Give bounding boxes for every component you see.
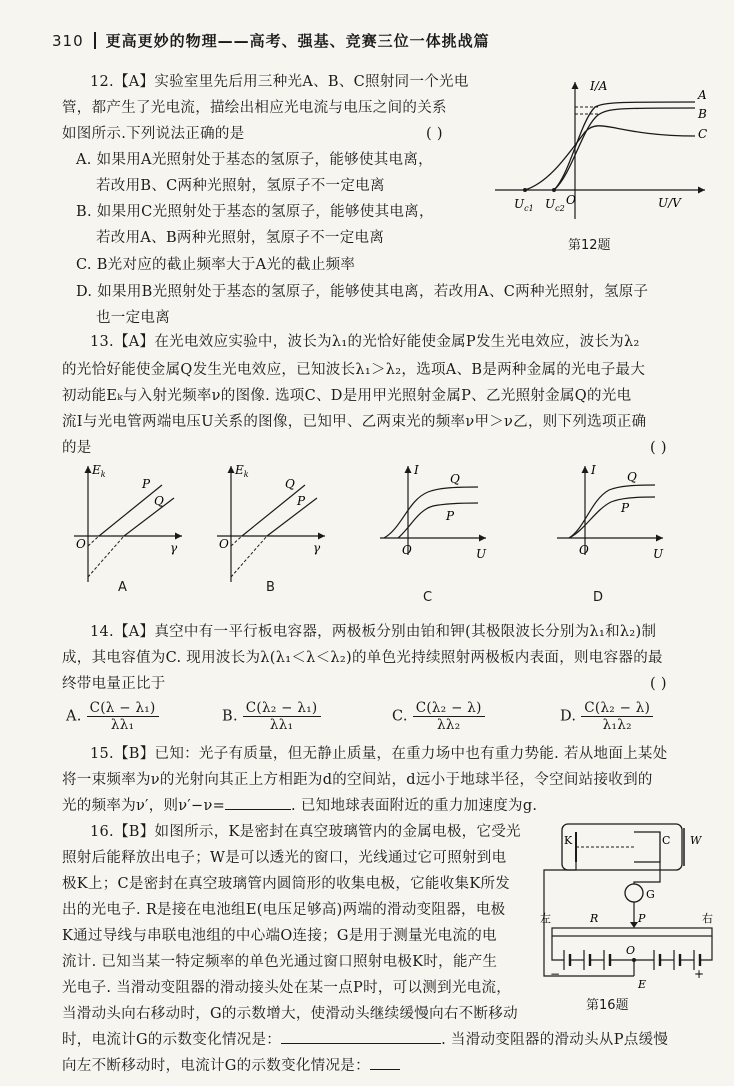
svg-text:Q: Q xyxy=(450,472,460,486)
q13-graph-b xyxy=(205,460,365,595)
q16-line-6: 流计. 已知当某一特定频率的单色光通过窗口照射电极K时，能产生 xyxy=(62,954,498,970)
q13b-line-p xyxy=(267,498,317,536)
q12-option-d-1: D. 如果用B光照射处于基态的氢原子，能够使其电离，若改用A、C两种光照射，氢原子 xyxy=(76,284,649,300)
svg-text:Q: Q xyxy=(285,477,295,491)
q13b-line-q xyxy=(242,485,305,536)
fig12-uc2: $U_{c2}$ xyxy=(545,197,565,213)
svg-text:Q: Q xyxy=(154,494,164,508)
q15-line-3: 光的频率为ν′，则ν′−ν= . 已知地球表面附近的重力加速度为g. xyxy=(62,798,538,814)
q12-option-c: C. B光对应的截止频率大于A光的截止频率 xyxy=(76,257,356,273)
q14-answer-bracket: ( ) xyxy=(650,676,667,692)
fig16-rheostat-r xyxy=(552,928,712,936)
q16-line-9: 时，电流计G的示数变化情况是： . 当滑动变阻器的滑动头从P点缓慢 xyxy=(62,1032,669,1048)
svg-text:E: E xyxy=(638,978,647,990)
q13-graph-a xyxy=(62,460,222,595)
q13-line-4: 流I与光电管两端电压U关系的图像，已知甲、乙两束光的频率ν甲＞ν乙，则下列选项正确 xyxy=(62,414,647,430)
q13a-line-q xyxy=(124,498,174,536)
svg-text:Q: Q xyxy=(627,470,637,484)
svg-text:O: O xyxy=(76,537,86,551)
fig12-dot-uc1 xyxy=(523,188,527,192)
fig12-x-label: U/V xyxy=(658,196,681,210)
svg-text:P: P xyxy=(297,494,306,508)
q14-option-c: C. $\frac{\text{C(λ₂ − λ)}}{\text{λλ₂}}$ xyxy=(392,700,485,733)
svg-text:O: O xyxy=(402,543,412,557)
fig16-circuit xyxy=(534,818,724,990)
fig12-graph xyxy=(490,74,715,224)
q14-line-2: 成，其电容值为C. 现用波长为λ(λ₁＜λ＜λ₂)的单色光持续照射两极板内表面，则电容器的最 xyxy=(62,650,663,666)
page-number: 310 xyxy=(52,32,84,50)
q16-line-10: 向左不断移动时，电流计G的示数变化情况是： xyxy=(62,1056,400,1076)
q13d-curve-p xyxy=(569,497,655,538)
q14-line-3: 终带电量正比于 xyxy=(62,676,166,692)
q12-option-a-1: A. 如果用A光照射处于基态的氢原子，能够使其电离， xyxy=(76,152,433,168)
q13a-line-p xyxy=(99,485,162,536)
fig12-caption: 第12题 xyxy=(568,238,611,253)
svg-text:O: O xyxy=(626,944,636,957)
q13-graph-d-label: D xyxy=(593,590,604,605)
q15-line-2: 将一束频率为ν的光射向其正上方相距为d的空间站，d远小于地球半径，令空间站接收到的 xyxy=(62,772,653,788)
svg-text:U: U xyxy=(476,547,487,561)
svg-text:G: G xyxy=(646,888,655,901)
svg-text:Ek: $E_k$ xyxy=(92,463,106,479)
svg-text:C: C xyxy=(662,834,671,847)
fig12-label-b: B xyxy=(698,107,707,121)
q14-option-a: A. $\frac{\text{C(λ − λ₁)}}{\text{λλ₁}}$ xyxy=(66,700,159,733)
q13-graph-a-label: A xyxy=(118,580,127,595)
fig16-galvanometer-g xyxy=(625,884,643,902)
q16-line-5: K通过导线与串联电池组的中心端O连接；G是用于测量光电流的电 xyxy=(62,928,497,944)
q13-line-1: 13.【A】在光电效应实验中，波长为λ₁的光恰好能使金属P发生光电效应，波长为λ₂ xyxy=(90,334,640,350)
page-header xyxy=(52,30,490,51)
q13c-curve-q xyxy=(384,487,478,538)
svg-text:P: P xyxy=(446,509,455,523)
svg-text:−: − xyxy=(550,967,561,981)
fig12-y-label: I/A xyxy=(590,79,608,93)
fig16-caption: 第16题 xyxy=(586,998,629,1013)
q12-option-a-2: 若改用B、C两种光照射，氢原子不一定电离 xyxy=(96,178,385,194)
q14-line-1: 14.【A】真空中有一平行板电容器，两极板分别由铂和钾(其极限波长分别为λ₁和λ₂)制 xyxy=(90,624,657,640)
fig12-origin: O xyxy=(566,193,576,207)
q13-answer-bracket: ( ) xyxy=(650,440,667,456)
q13d-curve-q xyxy=(569,485,655,538)
svg-text:R: R xyxy=(590,912,599,925)
q16-answer-blank-1[interactable] xyxy=(281,1043,441,1044)
q12-answer-bracket: ( ) xyxy=(426,126,443,142)
q15-line-1: 15.【B】已知：光子有质量，但无静止质量，在重力场中也有重力势能. 若从地面上某处 xyxy=(90,746,668,762)
q12-line-2: 管，都产生了光电流，描绘出相应光电流与电压之间的关系 xyxy=(62,100,447,116)
q16-answer-blank-2[interactable] xyxy=(370,1069,400,1070)
q13-graph-c-label: C xyxy=(423,590,433,605)
q12-option-b-2: 若改用A、B两种光照射，氢原子不一定电离 xyxy=(96,230,385,246)
svg-text:P: P xyxy=(142,477,151,491)
q12-option-d-2: 也一定电离 xyxy=(96,310,170,326)
q12-line-3: 如图所示.下列说法正确的是 xyxy=(62,126,245,142)
svg-text:γ: γ xyxy=(313,541,321,555)
q14-option-d: D. $\frac{\text{C(λ₂ − λ)}}{\text{λ₁λ₂}}$ xyxy=(560,700,653,733)
q16-line-8: 当滑动头向右移动时，G的示数增大，使滑动头继续缓慢向右不断移动 xyxy=(62,1006,518,1022)
svg-text:P: P xyxy=(638,912,646,925)
q13-line-2: 的光恰好能使金属Q发生光电效应，已知波长λ₁＞λ₂，选项A、B是两种金属的光电子最大 xyxy=(62,362,646,378)
q14-option-b: B. $\frac{\text{C(λ₂ − λ₁)}}{\text{λλ₁}}$ xyxy=(222,700,321,733)
header-divider xyxy=(94,32,96,49)
q16-line-7: 光电子. 当滑动变阻器的滑动接头处在某一点P时，可以测到光电流， xyxy=(62,980,512,996)
q12-option-b-1: B. 如果用C光照射处于基态的氢原子，能够使其电离， xyxy=(76,204,434,220)
fig12-dot-uc2 xyxy=(552,188,556,192)
svg-text:W: W xyxy=(690,834,702,847)
q16-line-1: 16.【B】如图所示，K是密封在真空玻璃管内的金属电极，它受光 xyxy=(90,824,521,840)
q13-graph-d xyxy=(555,460,725,570)
svg-text:O: O xyxy=(219,537,229,551)
svg-text:U: U xyxy=(653,547,664,561)
q13-graph-c xyxy=(378,460,548,570)
q13-line-3: 初动能Eₖ与入射光频率ν的图像. 选项C、D是用甲光照射金属P、乙光照射金属Q的光电 xyxy=(62,388,632,404)
fig12-uc1: $U_{c1}$ xyxy=(514,197,534,213)
svg-text:O: O xyxy=(579,543,589,557)
svg-text:Ek: $E_k$ xyxy=(235,463,249,479)
book-title: 更高更妙的物理——高考、强基、竞赛三位一体挑战篇 xyxy=(105,32,490,50)
fig12-label-c: C xyxy=(698,127,708,141)
q15-answer-blank[interactable] xyxy=(225,809,291,810)
svg-text:+: + xyxy=(694,967,705,981)
svg-text:I: I xyxy=(591,463,596,477)
q16-line-2: 照射后能释放出电子；W是可以透光的窗口，光线通过它可照射到电 xyxy=(62,850,507,866)
svg-text:I: I xyxy=(414,463,419,477)
svg-text:P: P xyxy=(621,501,630,515)
q12-line-1: 12.【A】实验室里先后用三种光A、B、C照射同一个光电 xyxy=(90,74,469,90)
q13-line-5: 的是 xyxy=(62,440,92,456)
q16-line-4: 出的光电子. R是接在电池组E(电压足够高)两端的滑动变阻器，电极 xyxy=(62,902,506,918)
q13-graph-b-label: B xyxy=(266,580,275,595)
svg-text:γ: γ xyxy=(170,541,178,555)
svg-text:左: 左 xyxy=(540,912,551,925)
q16-line-3: 极K上；C是密封在真空玻璃管内圆筒形的收集电极，它能收集K所发 xyxy=(62,876,511,892)
svg-text:K: K xyxy=(564,834,573,847)
fig12-curve-c xyxy=(525,126,695,190)
fig12-label-a: A xyxy=(698,88,707,102)
fig16-collector-c xyxy=(634,832,660,862)
svg-text:右: 右 xyxy=(702,912,713,925)
